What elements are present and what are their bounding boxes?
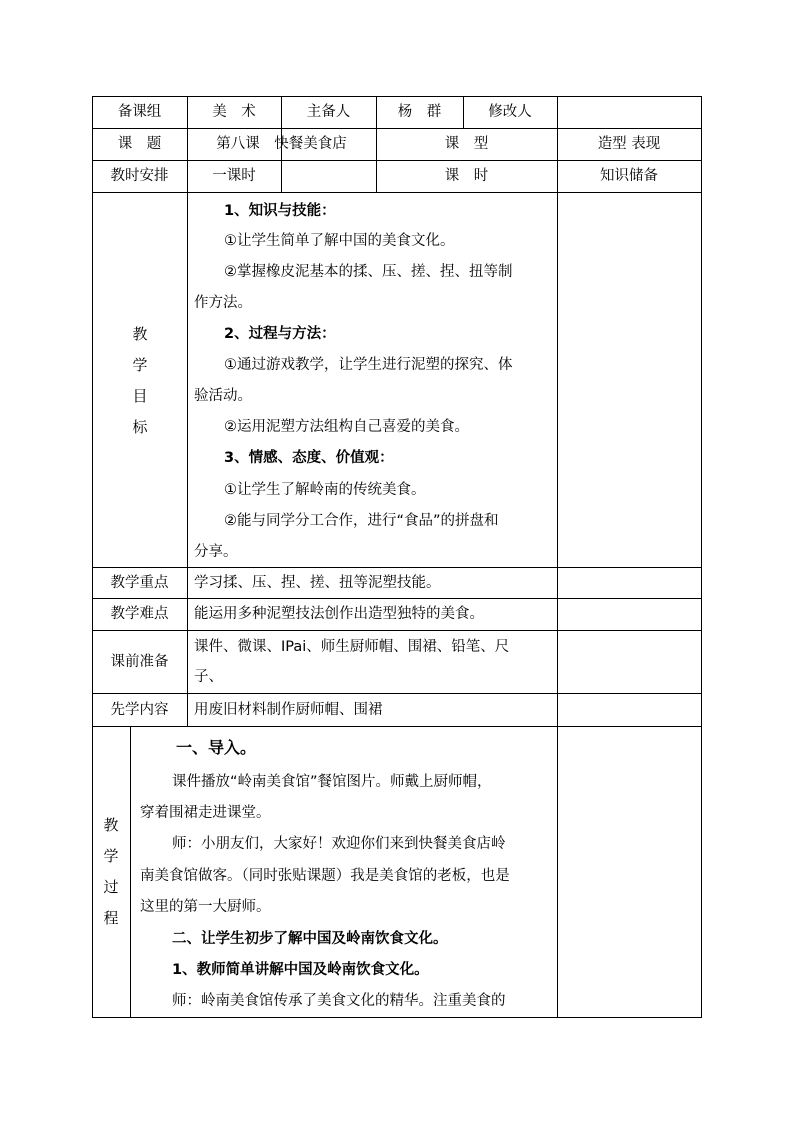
process-line: 这里的第一大厨师。 (140, 899, 271, 915)
period-label: 课 时 (444, 168, 489, 184)
objective-line: ①通过游戏教学，让学生进行泥塑的探究、体 (224, 357, 513, 373)
key-points-value: 学习揉、压、捏、搓、扭等泥塑技能。 (194, 575, 441, 591)
type-value: 造型 表现 (597, 136, 661, 152)
schedule-label: 教时安排 (110, 168, 169, 184)
objectives-label-char: 目 (132, 387, 148, 405)
prior-learning-value: 用废旧材料制作厨师帽、围裙 (194, 702, 383, 718)
knowledge-label: 知识储备 (600, 168, 658, 184)
objective-line: 分享。 (194, 544, 238, 560)
process-line: 南美食馆做客。（同时张贴课题）我是美食馆的老板，也是 (140, 868, 510, 884)
key-points-label: 教学重点 (110, 575, 169, 591)
process-label-char: 学 (103, 847, 119, 865)
objectives-label-char: 学 (132, 356, 148, 374)
objective-line: ①让学生简单了解中国的美食文化。 (224, 233, 455, 249)
objective-line: 3、情感、态度、价值观： (224, 450, 394, 466)
process-line: 穿着围裙走进课堂。 (140, 805, 271, 821)
process-line: 一、导入。 (176, 738, 257, 757)
prep-group-label: 备课组 (117, 104, 162, 120)
difficulties-value: 能运用多种泥塑技法创作出造型独特的美食。 (194, 606, 484, 622)
objective-line: ②能与同学分工合作，进行“食品”的拼盘和 (224, 513, 499, 529)
preparation-label: 课前准备 (110, 654, 169, 670)
process-label-char: 程 (103, 909, 119, 927)
process-line: 师：岭南美食馆传承了美食文化的精华。注重美食的 (172, 993, 506, 1009)
preparation-line: 课件、微课、IPai、师生厨师帽、围裙、铅笔、尺 (194, 639, 510, 655)
objective-line: 1、知识与技能： (224, 203, 336, 219)
objective-line: ①让学生了解岭南的传统美食。 (224, 482, 426, 498)
process-line: 师：小朋友们，大家好！欢迎你们来到快餐美食店岭 (172, 836, 506, 852)
objectives-label-char: 教 (132, 325, 148, 343)
process-label-char: 过 (103, 878, 119, 896)
objective-line: 验活动。 (194, 388, 252, 404)
reviser-label: 修改人 (488, 104, 532, 120)
process-line: 1、教师简单讲解中国及岭南饮食文化。 (172, 962, 429, 978)
objective-line: 作方法。 (194, 295, 252, 311)
process-line: 二、让学生初步了解中国及岭南饮食文化。 (172, 931, 448, 947)
prior-learning-label: 先学内容 (110, 702, 169, 718)
schedule-value: 一课时 (212, 168, 256, 184)
process-label-char: 教 (103, 816, 119, 834)
topic-value: 第八课 快餐美食店 (216, 136, 347, 152)
main-preparer-label: 主备人 (306, 104, 351, 120)
objective-line: ②掌握橡皮泥基本的揉、压、搓、捏、扭等制 (224, 264, 513, 280)
difficulties-label: 教学难点 (110, 606, 169, 622)
type-label: 课 型 (444, 136, 489, 152)
preparation-line: 子、 (194, 669, 223, 685)
topic-label: 课 题 (117, 136, 162, 152)
objective-line: 2、过程与方法： (224, 326, 336, 342)
objectives-label-char: 标 (132, 418, 148, 436)
prep-group-value: 美 术 (212, 104, 256, 120)
process-line: 课件播放“岭南美食馆”餐馆图片。师戴上厨师帽， (172, 774, 492, 790)
objective-line: ②运用泥塑方法组构自己喜爱的美食。 (224, 419, 469, 435)
main-preparer-value: 杨 群 (397, 104, 442, 120)
